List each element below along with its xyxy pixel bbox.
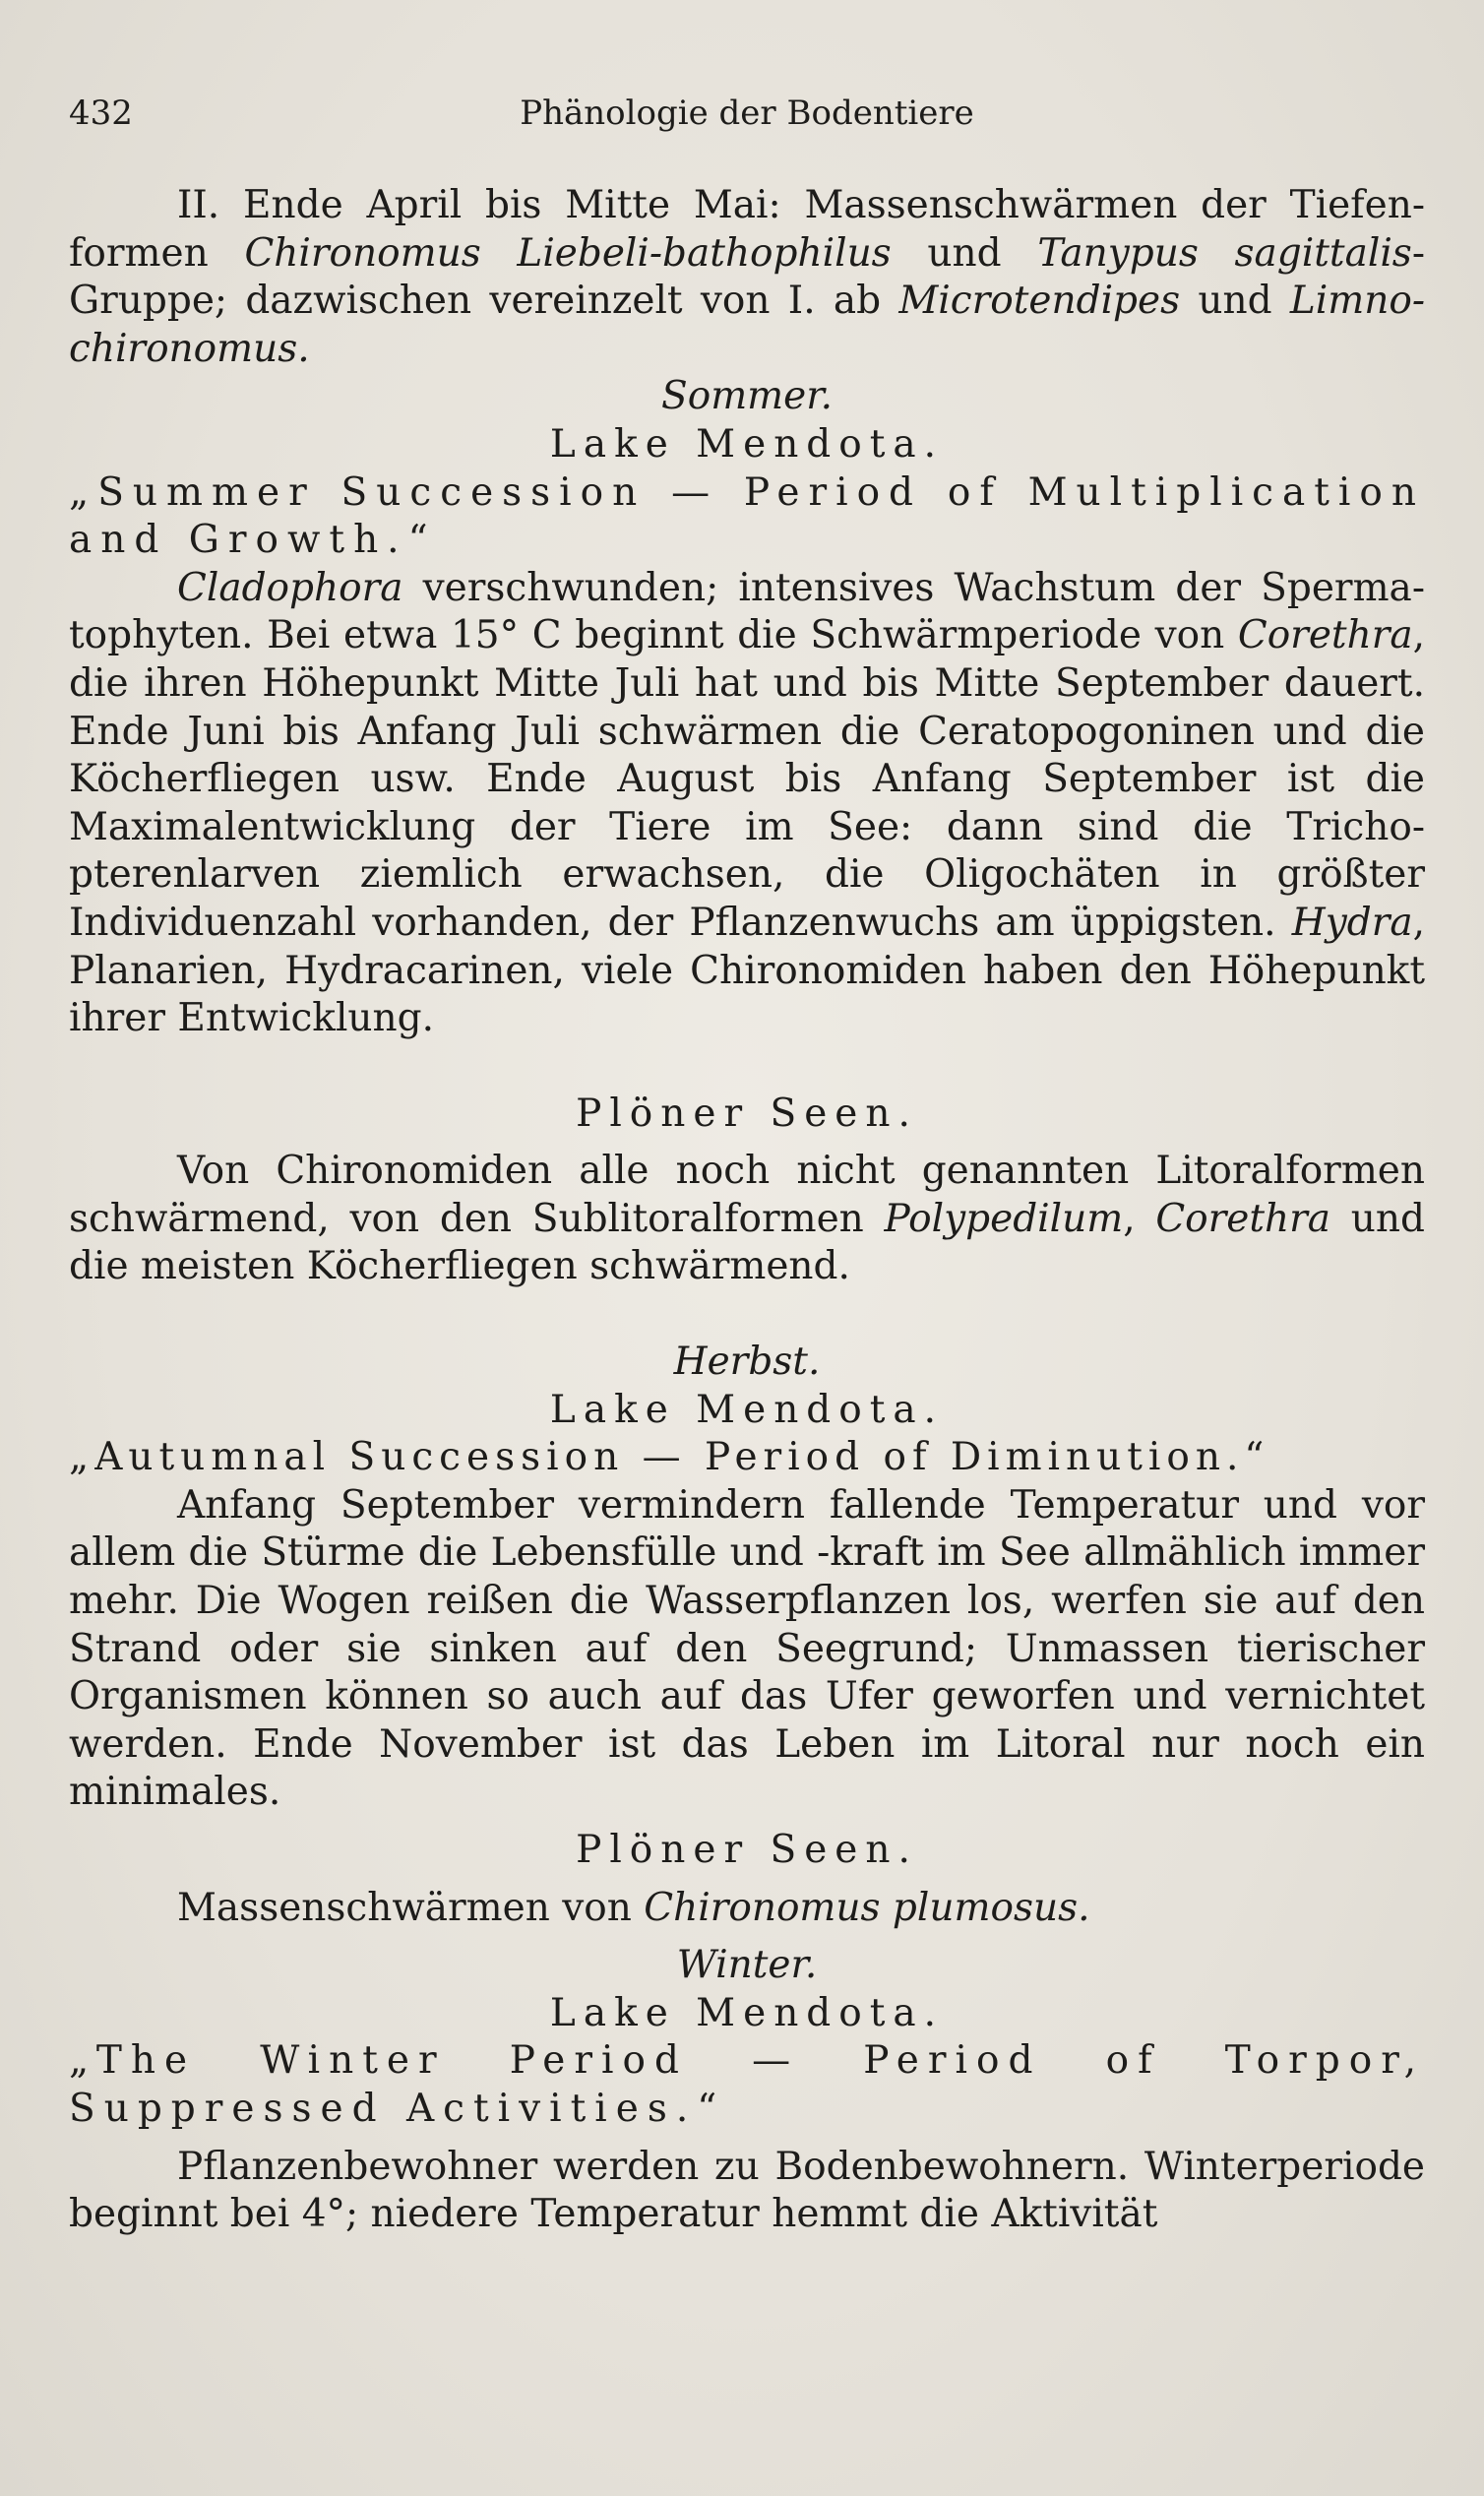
species-name: Polypedilum — [884, 1196, 1124, 1241]
species-name: Chironomus Liebeli-bathophilus — [244, 230, 892, 276]
text-run: , — [1123, 1196, 1156, 1241]
season-heading-winter: Winter. — [676, 1943, 818, 1988]
lake-heading-mendota: Lake Mendota. — [549, 1387, 945, 1432]
spacer — [69, 1932, 1425, 1942]
lake-heading-mendota: Lake Mendota. — [549, 1990, 945, 2035]
running-head: Phänologie der Bodentiere — [520, 94, 974, 133]
species-name: Tanypus sagittalis — [1037, 230, 1412, 276]
text-run: , die ihren Höhepunkt Mitte Juli hat und bis Mitte September dauert. Ende Juni bis Anfang Juli schwärmen die Ceratopogoninen und die Köcherfliegen usw. Ende August bis Anfang September ist die Maximalentwicklung der Tiere im See: dann sind die Trichopterenlarven ziemlich erwachsen, die Oligochäten in größter Individuenzahl vorhanden, der Pflanzenwuchs am üppigsten. — [69, 613, 1425, 945]
lake-heading-mendota: Lake Mendota. — [549, 421, 945, 467]
paragraph-autumn: Anfang September vermindern fallende Temperatur und vor allem die Stürme die Lebensfülle und -kraft im See allmählich immer mehr. Die Wogen reißen die Wasserpflanzen los, werfen sie auf den Strand oder sie sinken auf den Seegrund; Unmassen tierischer Organismen können so auch auf das Ufer geworfen und vernichtet werden. Ende November ist das Leben im Litoral nur noch ein minimales. — [69, 1482, 1425, 1815]
spacer — [69, 1875, 1425, 1885]
page-header — [69, 94, 1425, 149]
text-run: verschwunden; intensives Wachstum der Spermatophyten. Bei etwa 15° C beginnt die Schwärmperiode von — [69, 565, 1425, 658]
text-run: , Planarien, Hydracarinen, viele Chironomiden haben den Höhepunkt ihrer Entwicklung. — [69, 900, 1425, 1041]
spacer — [69, 1043, 1425, 1091]
species-name: Chironomus plumosus. — [644, 1885, 1090, 1930]
species-name: Hydra — [1291, 900, 1413, 945]
text-run: und — [1180, 279, 1290, 324]
text-run: II. Ende April bis Mitte Mai: Massenschwärmen der Tiefenformen — [69, 183, 1425, 276]
text-run: und die meisten Köcherfliegen schwärmend. — [69, 1196, 1425, 1289]
species-name: Cladophora — [177, 565, 403, 610]
season-heading-summer: Sommer. — [661, 374, 833, 419]
quote-autumnal-succession: „Autumnal Succession — Period of Diminution.“ — [69, 1435, 1270, 1480]
spacer — [69, 2134, 1425, 2144]
lake-heading-ploener: Plöner Seen. — [576, 1091, 918, 1136]
spacer — [69, 1138, 1425, 1148]
quote-winter-period: „The Winter Period — Period of Torpor, Suppressed Activities.“ — [69, 2038, 1425, 2131]
text-run: Von Chironomiden alle noch nicht genannten Litoralformen schwärmend, von den Sublitoralformen — [69, 1149, 1425, 1241]
paragraph-winter: Pflanzenbewohner werden zu Bodenbewohnern. Winterperiode beginnt bei 4°; niedere Temperatur hemmt die Aktivität — [69, 2144, 1425, 2237]
page-body — [69, 182, 1425, 2239]
page-number: 432 — [69, 94, 133, 133]
text-run: -Gruppe; dazwischen vereinzelt von I. ab — [69, 230, 1425, 324]
species-name: Limnochironomus. — [69, 279, 1425, 371]
text-run: und — [891, 230, 1038, 276]
text-run: Massenschwärmen von — [177, 1885, 645, 1930]
spacer — [69, 1817, 1425, 1827]
paragraph-ploener-autumn — [69, 1885, 1425, 1933]
paragraph-swarming-deep-forms — [69, 182, 1425, 373]
spacer — [69, 1291, 1425, 1339]
lake-heading-ploener: Plöner Seen. — [576, 1828, 918, 1872]
paragraph-ploener-summer — [69, 1148, 1425, 1291]
season-heading-autumn: Herbst. — [673, 1340, 821, 1385]
species-name: Corethra — [1237, 613, 1413, 658]
species-name: Microtendipes — [898, 279, 1181, 324]
quote-summer-succession: „Summer Succession — Period of Multiplication and Growth.“ — [69, 469, 1425, 563]
species-name: Corethra — [1155, 1196, 1331, 1241]
paragraph-summer — [69, 565, 1425, 1043]
